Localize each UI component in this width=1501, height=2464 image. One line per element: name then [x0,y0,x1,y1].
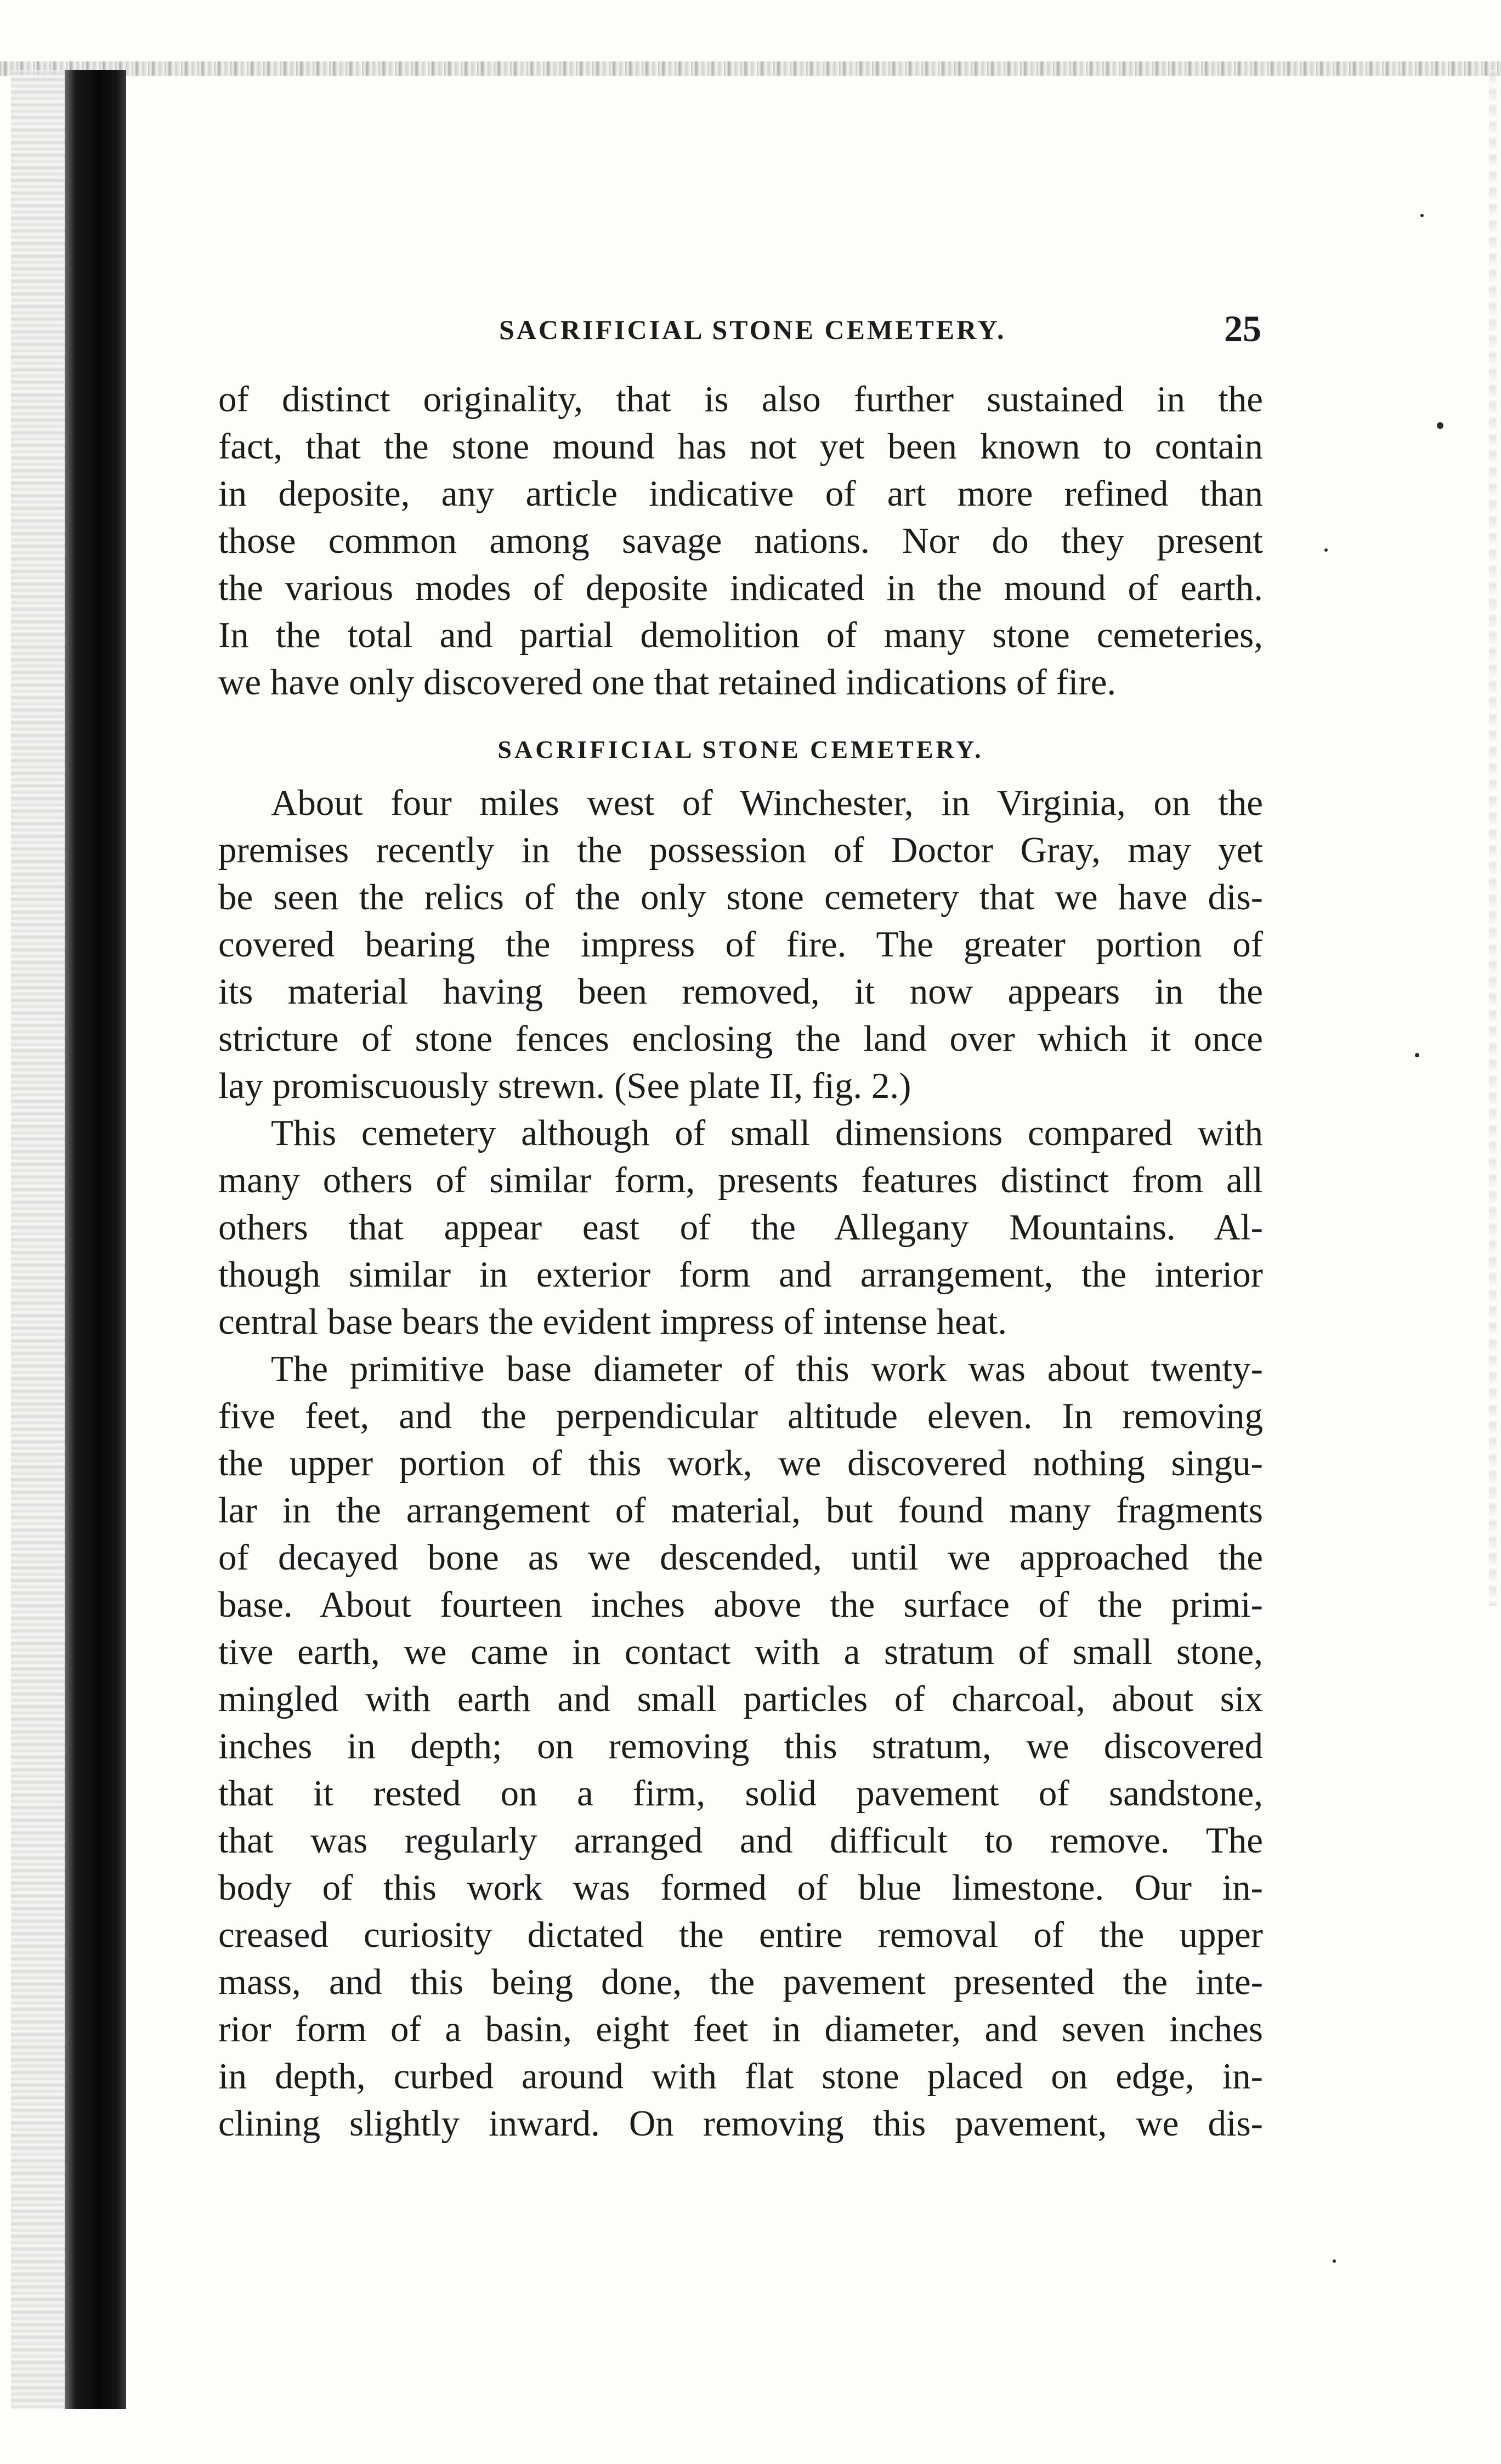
text-line: mass, and this being done, the pavement presented the inte- [218,1962,1263,2002]
text-line: mingled with earth and small particles of charcoal, about six [218,1679,1263,1719]
running-head [219,307,1261,356]
text-line: stricture of stone fences enclosing the land over which it once [218,1018,1263,1059]
text-line: of distinct originality, that is also further sustained in the [218,379,1263,420]
page-number: 25 [1224,308,1261,349]
print-speck [1333,2259,1336,2263]
print-speck [1437,422,1443,429]
text-line: central base bears the evident impress of intense heat. [218,1301,1007,1342]
text-line: of decayed bone as we descended, until we approached the [218,1537,1263,1578]
print-speck [1415,1053,1419,1057]
text-line: the upper portion of this work, we discovered nothing singu- [218,1443,1263,1483]
binding-fringe [11,70,65,2409]
text-line: inches in depth; on removing this stratum, we discovered [218,1726,1263,1766]
scan-right-edge [1489,70,1497,1606]
text-line: In the total and partial demolition of many stone cemeteries, [218,615,1263,655]
text-line: body of this work was formed of blue limestone. Our in- [218,1867,1263,1908]
scan-top-edge [0,61,1501,76]
text-line: many others of similar form, presents features distinct from all [218,1160,1263,1200]
text-line: clining slightly inward. On removing this pavement, we dis- [218,2103,1263,2144]
print-speck [1324,548,1328,552]
text-line: lay promiscuously strewn. (See plate II, fig. 2.) [218,1066,911,1106]
section-heading: SACRIFICIAL STONE CEMETERY. [497,735,984,763]
book-binding-edge [65,70,126,2409]
text-line: be seen the relics of the only stone cemetery that we have dis- [218,877,1263,917]
text-line: five feet, and the perpendicular altitude eleven. In removing [218,1396,1263,1436]
paragraph-continuation [218,376,1263,706]
body-text [218,376,1263,2147]
text-line: in deposite, any article indicative of art more refined than [218,473,1263,514]
text-line: lar in the arrangement of material, but found many fragments [218,1490,1263,1531]
text-line: creased curiosity dictated the entire removal of the upper [218,1914,1263,1955]
paragraph [218,1345,1263,2147]
paragraph [218,1109,1263,1345]
text-line: premises recently in the possession of Doctor Gray, may yet [218,830,1263,870]
text-line: This cemetery although of small dimensions compared with [271,1113,1263,1153]
print-speck [1420,214,1424,217]
text-line: that it rested on a firm, solid pavement of sandstone, [218,1773,1263,1814]
text-line: though similar in exterior form and arrangement, the interior [218,1254,1263,1295]
text-line: tive earth, we came in contact with a stratum of small stone, [218,1632,1263,1672]
running-head-title: SACRIFICIAL STONE CEMETERY. [499,314,1006,345]
text-line: covered bearing the impress of fire. The greater portion of [218,924,1263,965]
text-line: fact, that the stone mound has not yet been known to contain [218,426,1263,467]
text-line: that was regularly arranged and difficult to remove. The [218,1820,1263,1861]
text-line: its material having been removed, it now appears in the [218,971,1263,1012]
paragraph [218,779,1263,1109]
text-line: About four miles west of Winchester, in Virginia, on the [271,783,1263,823]
text-line: those common among savage nations. Nor do they present [218,520,1263,561]
text-line: others that appear east of the Allegany Mountains. Al- [218,1207,1263,1248]
text-line: we have only discovered one that retained indications of fire. [218,662,1117,703]
text-line: rior form of a basin, eight feet in diameter, and seven inches [218,2009,1263,2049]
text-line: the various modes of deposite indicated in the mound of earth. [218,568,1263,608]
text-line: in depth, curbed around with flat stone placed on edge, in- [218,2056,1263,2097]
text-line: The primitive base diameter of this work was about twenty- [271,1349,1263,1389]
text-line: base. About fourteen inches above the surface of the primi- [218,1584,1263,1625]
